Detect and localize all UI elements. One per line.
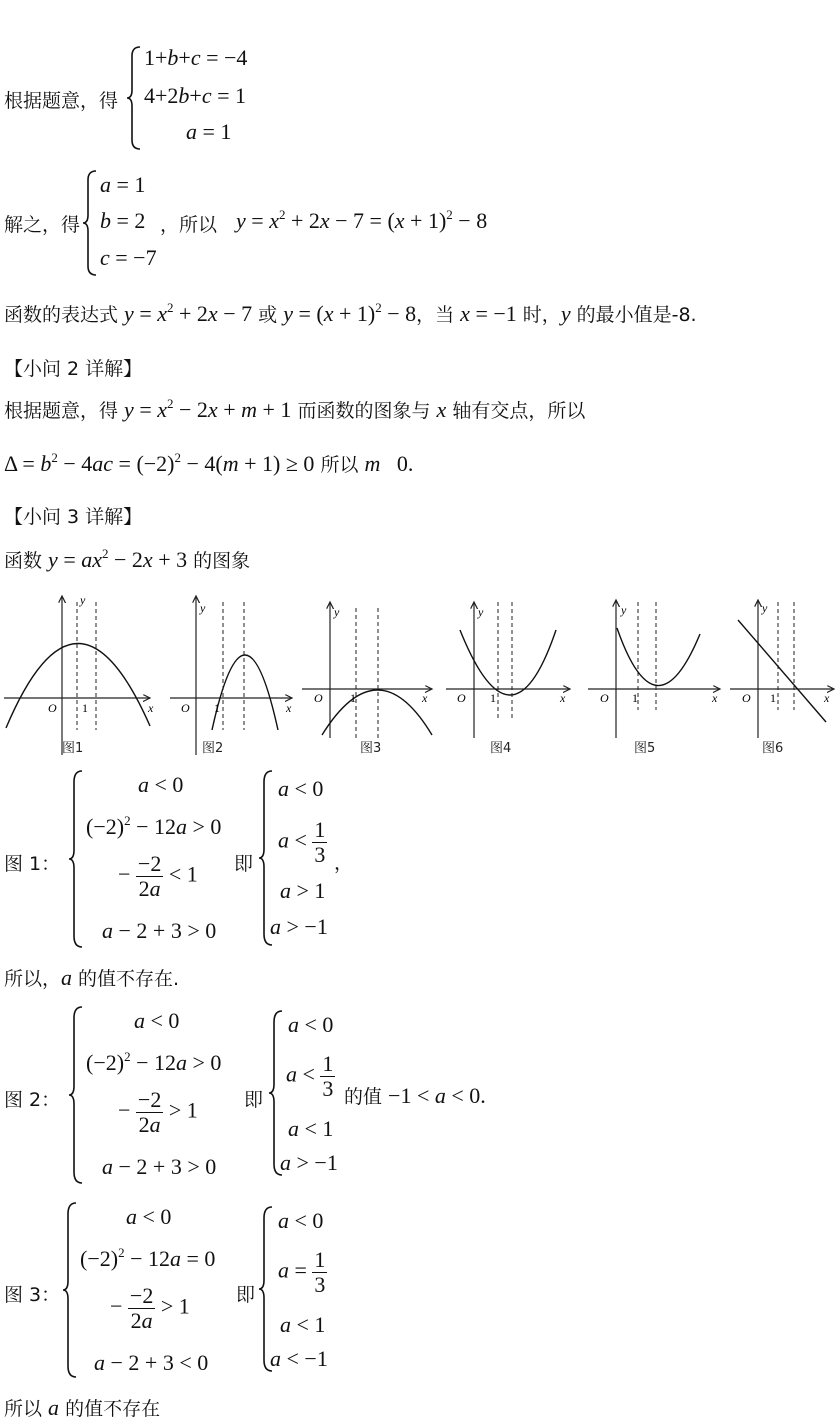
left-brace-icon	[68, 1006, 84, 1184]
svg-text:图2: 图2	[202, 741, 224, 756]
system-eq-1: 1+b+c = −4	[144, 45, 248, 70]
case1-simp-4: a > −1	[270, 914, 328, 939]
svg-text:y: y	[478, 605, 484, 619]
case1-tail: ，	[334, 852, 354, 874]
tick-one: 1	[82, 701, 88, 715]
case2-simp-2: a < $\frac{1}{3}$	[286, 1051, 334, 1102]
x-axis-label: x	[148, 701, 154, 715]
svg-text:图5: 图5	[634, 741, 656, 756]
svg-text:图4: 图4	[490, 741, 512, 756]
svg-text:1: 1	[350, 691, 356, 705]
so-text: ，所以	[160, 214, 218, 236]
case3-simp-3: a < 1	[280, 1312, 326, 1337]
part2-line2: $\Delta = b^2 - 4ac = (-2)^2 - 4(m + 1) \ge 0$ 所以 m 0.	[4, 450, 414, 476]
svg-text:y: y	[621, 603, 627, 617]
case1-label: 图 1：	[4, 853, 61, 875]
svg-text:y: y	[762, 601, 768, 615]
case1-ji: 即	[234, 853, 254, 875]
svg-text:y: y	[200, 601, 206, 615]
solution-a: a = 1	[100, 172, 146, 197]
case2-simp-1: a < 0	[288, 1012, 334, 1037]
origin-label: O	[48, 701, 57, 715]
case2-cond-3: − $\frac{-2}{2a}$ > 1	[118, 1087, 198, 1138]
case1-cond-2: $(-2)^2 - 12a > 0$	[86, 813, 222, 839]
left-brace-icon	[68, 770, 84, 948]
case3-simp-2: a = $\frac{1}{3}$	[278, 1247, 326, 1298]
left-brace-icon	[126, 46, 142, 150]
case3-label: 图 3：	[4, 1284, 61, 1306]
svg-text:O: O	[314, 691, 323, 705]
svg-text:1: 1	[632, 691, 638, 705]
case2-tail: 的值 −1 < a < 0.	[344, 1083, 486, 1108]
svg-text:1: 1	[490, 691, 496, 705]
case1-simp-2: a < $\frac{1}{3}$	[278, 817, 326, 868]
case2-simp-4: a > −1	[280, 1150, 338, 1175]
part1-intro: 根据题意，得	[4, 90, 119, 112]
svg-text:图3: 图3	[360, 741, 382, 756]
svg-text:1: 1	[214, 701, 220, 715]
case2-simp-3: a < 1	[288, 1116, 334, 1141]
solution-c: c = −7	[100, 245, 157, 270]
part2-line1: 根据题意，得 $y = x^2 - 2x + m + 1$ 而函数的图象与 x 轴有交点，所以	[4, 396, 586, 422]
case2-cond-4: a − 2 + 3 > 0	[102, 1154, 217, 1179]
svg-text:x: x	[286, 701, 292, 715]
system-eq-3: a = 1	[186, 119, 232, 144]
graph-label: 图1	[62, 741, 84, 756]
part3-heading: 【小问 3 详解】	[4, 506, 143, 528]
case3-cond-1: a < 0	[126, 1204, 172, 1229]
graphs-figure	[0, 590, 836, 760]
svg-text:y: y	[334, 605, 340, 619]
solution-b: b = 2	[100, 208, 146, 233]
part2-heading: 【小问 2 详解】	[4, 358, 143, 380]
case1-cond-4: a − 2 + 3 > 0	[102, 918, 217, 943]
case3-cond-2: $(-2)^2 - 12a = 0$	[80, 1245, 216, 1271]
y-axis-label: y	[80, 593, 86, 607]
system-eq-2: 4+2b+c = 1	[144, 83, 247, 108]
part3-line1: 函数 $y = ax^2 - 2x + 3$ 的图象	[4, 546, 251, 572]
case3-simp-1: a < 0	[278, 1208, 324, 1233]
svg-text:x: x	[824, 691, 830, 705]
expression-1: $y = x^2 + 2x - 7 = (x + 1)^2 - 8$	[236, 207, 488, 233]
case3-cond-4: a − 2 + 3 < 0	[94, 1350, 209, 1375]
svg-text:x: x	[712, 691, 718, 705]
graph-6	[730, 600, 834, 756]
case3-ji: 即	[236, 1284, 256, 1306]
case3-simp-4: a < −1	[270, 1346, 328, 1371]
svg-text:O: O	[600, 691, 609, 705]
case1-conclusion: 所以，a 的值不存在.	[4, 965, 180, 990]
case1-simp-1: a < 0	[278, 776, 324, 801]
svg-text:x: x	[560, 691, 566, 705]
svg-text:图6: 图6	[762, 741, 784, 756]
svg-text:O: O	[742, 691, 751, 705]
case1-cond-3: − $\frac{-2}{2a}$ < 1	[118, 851, 198, 902]
case3-conclusion: 所以 a 的值不存在	[4, 1395, 161, 1420]
case1-cond-1: a < 0	[138, 772, 184, 797]
graph-5	[588, 600, 720, 756]
svg-text:x: x	[422, 691, 428, 705]
left-brace-icon	[62, 1202, 78, 1378]
left-brace-icon	[82, 170, 98, 276]
graph-1	[4, 593, 154, 756]
solve-intro: 解之，得	[4, 214, 81, 236]
conclusion-line: 函数的表达式 $y = x^2 + 2x - 7$ 或 $y = (x + 1)^2 - 8$，当 x = −1 时，y 的最小值是-8.	[4, 300, 697, 326]
case2-label: 图 2：	[4, 1089, 61, 1111]
case2-cond-2: $(-2)^2 - 12a > 0$	[86, 1049, 222, 1075]
svg-text:1: 1	[770, 691, 776, 705]
graph-3	[302, 602, 432, 756]
svg-text:O: O	[457, 691, 466, 705]
graph-4	[446, 602, 570, 756]
graph-2	[170, 596, 292, 756]
case2-ji: 即	[244, 1089, 264, 1111]
case2-cond-1: a < 0	[134, 1008, 180, 1033]
svg-text:O: O	[181, 701, 190, 715]
case1-simp-3: a > 1	[280, 878, 326, 903]
case3-cond-3: − $\frac{-2}{2a}$ > 1	[110, 1283, 190, 1334]
